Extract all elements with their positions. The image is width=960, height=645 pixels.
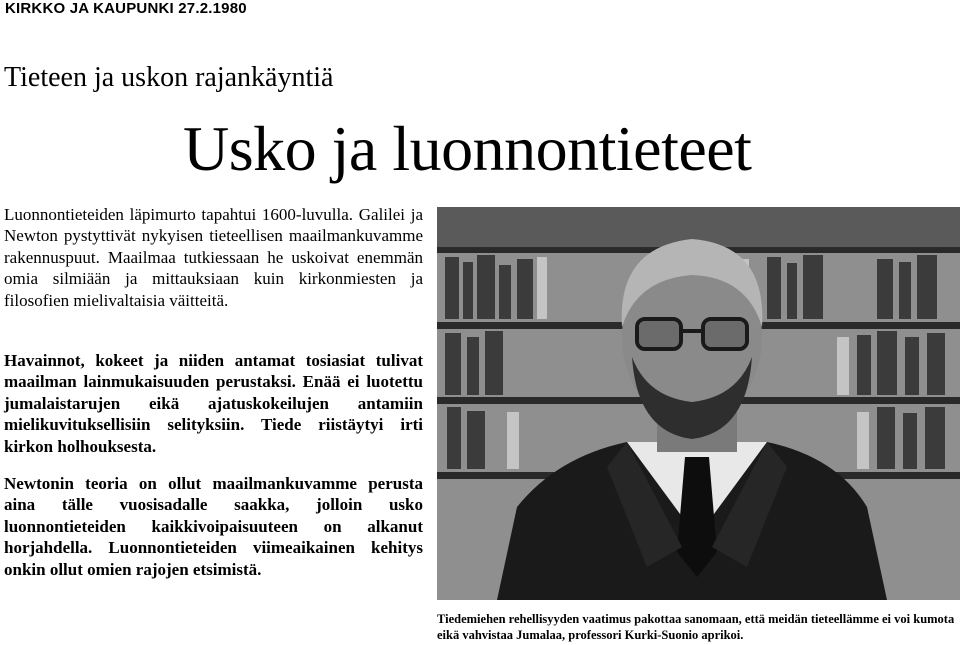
portrait-illustration [437,207,960,600]
paragraph-observations: Havainnot, kokeet ja niiden antamat tosiasiat tulivat maailman lainmukaisuuden perustaksi. Enää ei luotettu jumalaistarujen eikä ajatuskokeilujen antamiin mielikuvituksellisiin selityksiin. Tiede riistäytyi irti kirkon holhouksesta. [4,351,423,456]
masthead: KIRKKO JA KAUPUNKI 27.2.1980 [5,0,247,17]
headline: Usko ja luonnontieteet [183,113,752,184]
portrait-photo [437,207,960,600]
kicker-heading: Tieteen ja uskon rajankäyntiä [4,62,334,93]
paragraph-newton: Newtonin teoria on ollut maailmankuvamme perusta aina tälle vuosisadalle saakka, jolloin usko luonnontieteiden kaikkivoipaisuuteen on alkanut horjahdella. Luonnontieteiden viimeaikainen kehitys onkin ollut omien rajojen etsimistä. [4,474,423,579]
photo-caption: Tiedemiehen rehellisyyden vaatimus pakottaa sanomaan, että meidän tieteellämme ei voi kumota eikä vahvistaa Jumalaa, professori Kurki-Suonio aprikoi. [437,612,955,642]
paragraph-lead: Luonnontieteiden läpimurto tapahtui 1600-luvulla. Galilei ja Newton pystyttivät nykyisen tieteellisen maailmankuvamme rakennuspuut. Maailmaa tutkiessaan he uskoivat enemmän omia silmiään ja mittauksiaan kuin kirkonmiesten ja filosofien mielivaltaisia väitteitä. [4,205,423,310]
